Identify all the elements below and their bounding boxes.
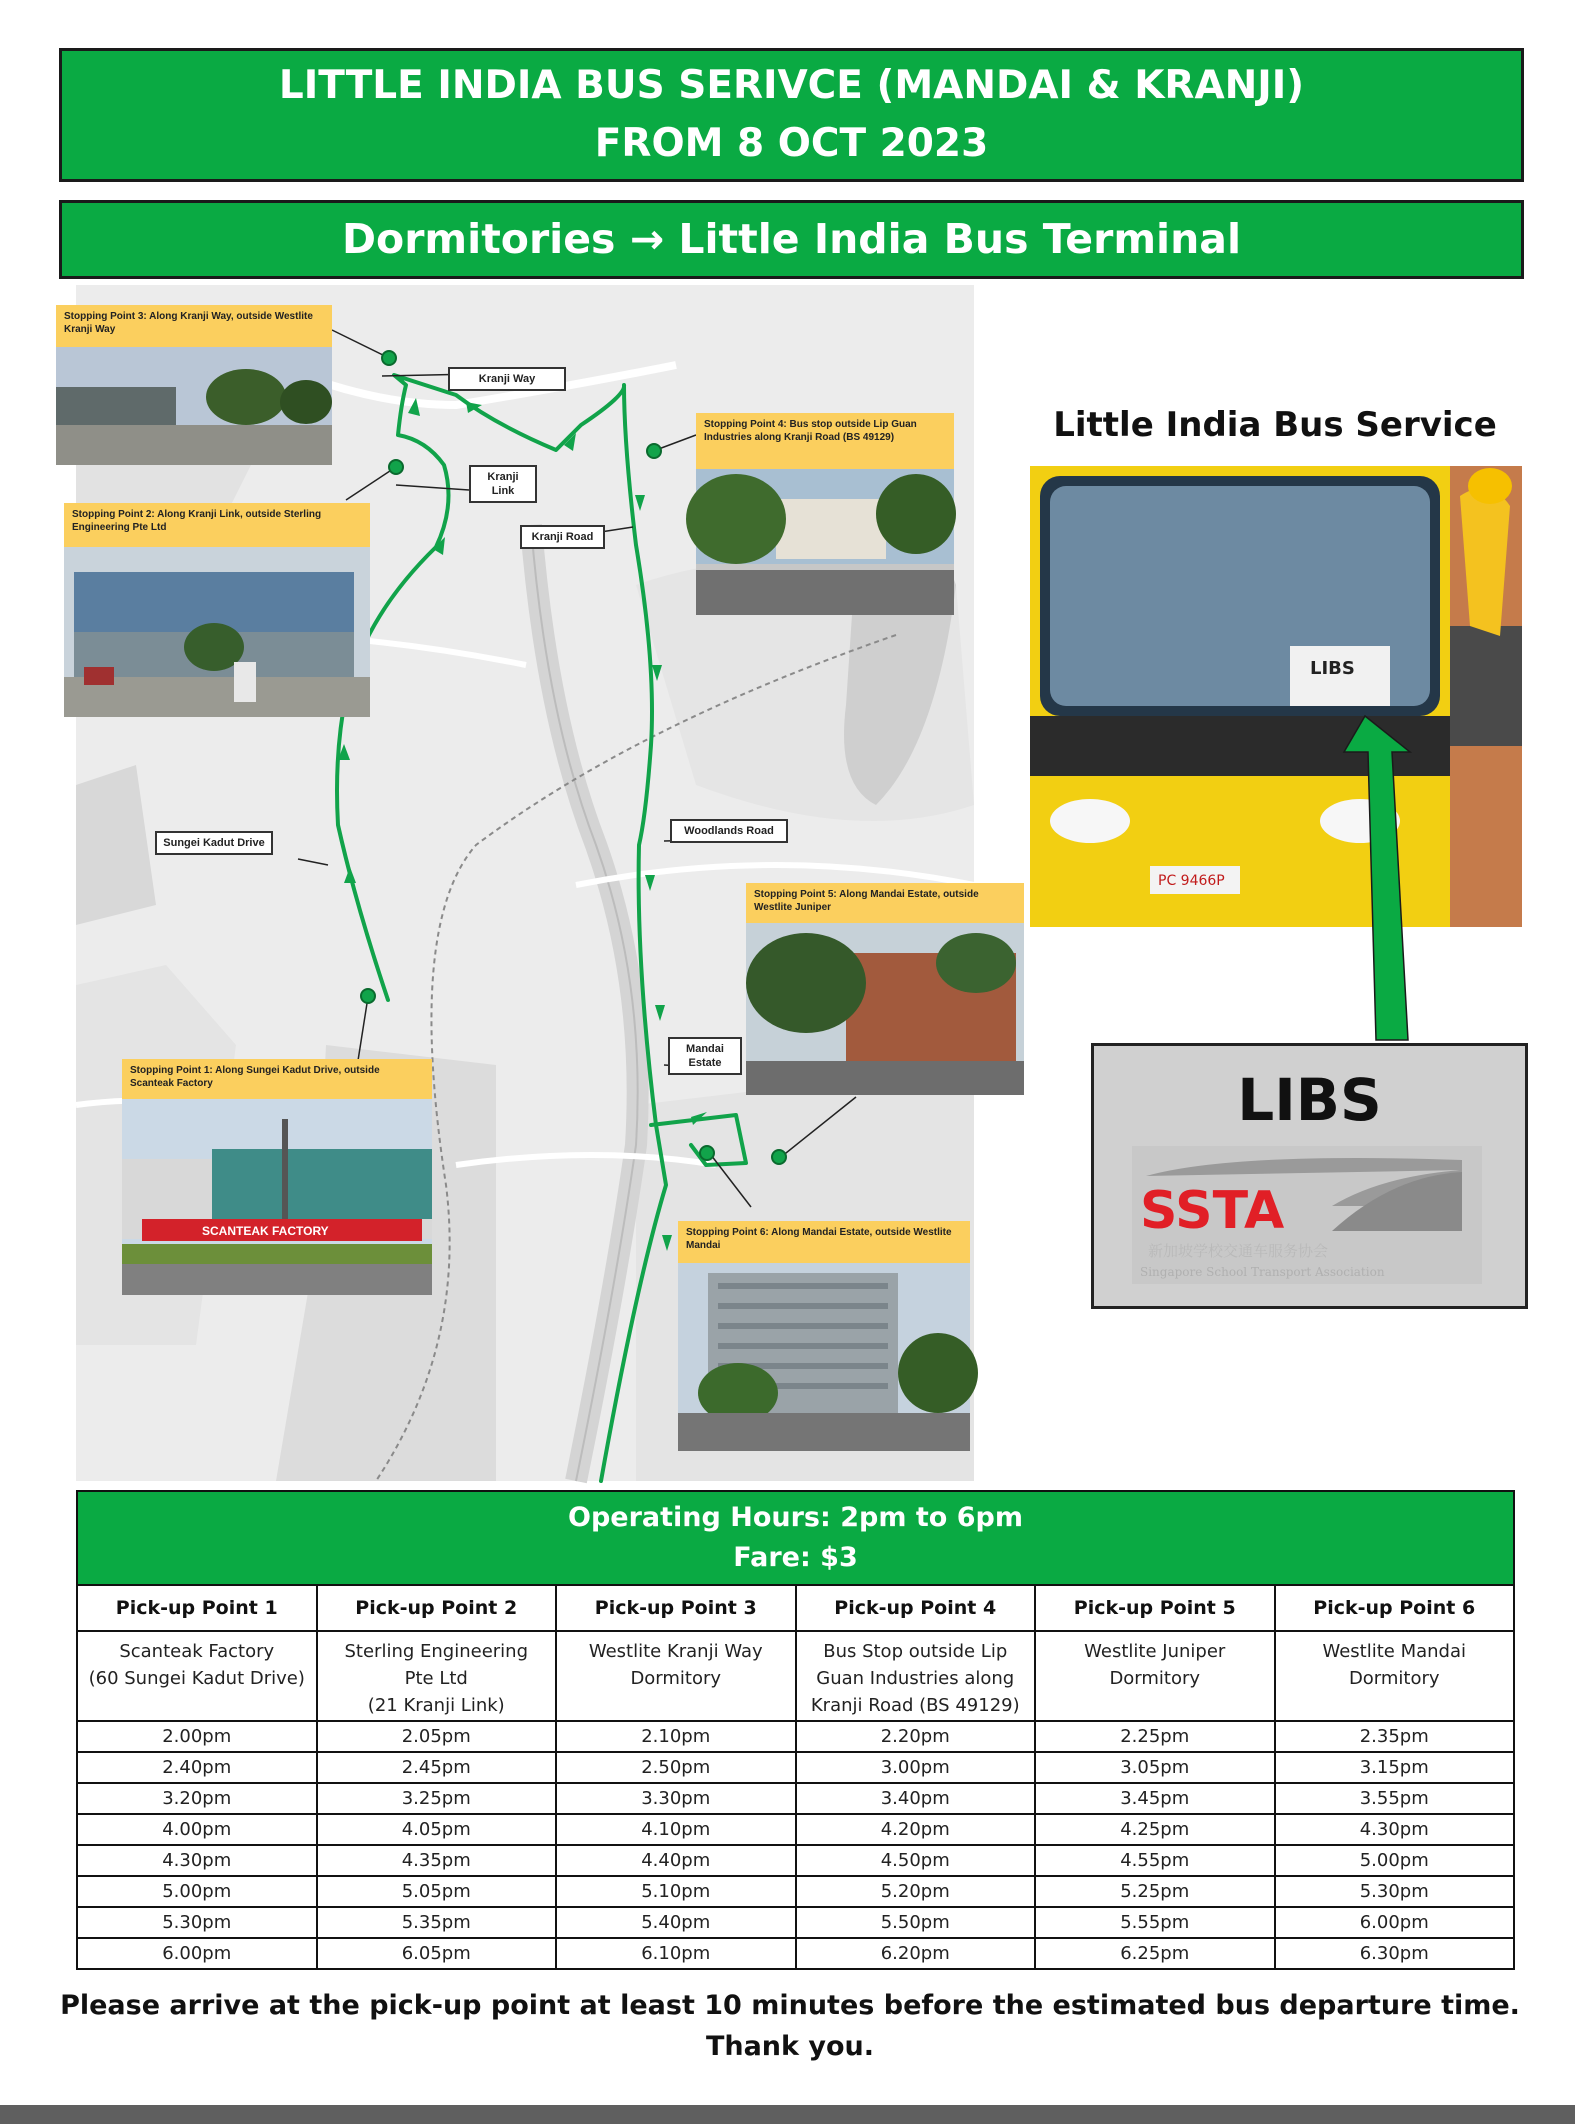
street-label-kranji-link: Kranji Link bbox=[469, 465, 537, 503]
stopping-point-4-callout bbox=[696, 413, 954, 615]
libs-logo-box bbox=[1091, 1043, 1528, 1309]
stopping-point-1-callout bbox=[122, 1059, 432, 1295]
departure-time-cell: 5.30pm bbox=[77, 1907, 317, 1938]
stopping-point-3-callout bbox=[56, 305, 332, 465]
stopping-point-3-caption: Stopping Point 3: Along Kranji Way, outside Westlite Kranji Way bbox=[56, 305, 332, 347]
stopping-point-4-photo bbox=[696, 469, 954, 615]
departure-time-cell: 5.05pm bbox=[317, 1876, 557, 1907]
column-header: Pick-up Point 5 bbox=[1035, 1585, 1275, 1631]
departure-time-cell: 3.25pm bbox=[317, 1783, 557, 1814]
ssta-logo-text: SSTA bbox=[1140, 1181, 1285, 1241]
departure-time-cell: 5.10pm bbox=[556, 1876, 796, 1907]
departure-time-cell: 5.30pm bbox=[1275, 1876, 1515, 1907]
location-row bbox=[77, 1631, 1514, 1721]
departure-time-cell: 2.25pm bbox=[1035, 1721, 1275, 1752]
title-banner bbox=[59, 48, 1524, 182]
stopping-point-6-photo bbox=[678, 1263, 970, 1451]
street-label-kranji-way: Kranji Way bbox=[448, 367, 566, 391]
stopping-point-1-photo bbox=[122, 1099, 432, 1295]
departure-time-cell: 4.30pm bbox=[1275, 1814, 1515, 1845]
departure-time-cell: 4.25pm bbox=[1035, 1814, 1275, 1845]
table-row bbox=[77, 1938, 1514, 1969]
table-row bbox=[77, 1814, 1514, 1845]
location-cell: Westlite Kranji Way Dormitory bbox=[556, 1631, 796, 1721]
street-label-kranji-road: Kranji Road bbox=[520, 525, 605, 549]
departure-time-cell: 5.25pm bbox=[1035, 1876, 1275, 1907]
departure-time-cell: 5.00pm bbox=[77, 1876, 317, 1907]
stopping-point-6-callout bbox=[678, 1221, 970, 1451]
departure-time-cell: 4.35pm bbox=[317, 1845, 557, 1876]
departure-time-cell: 3.40pm bbox=[796, 1783, 1036, 1814]
departure-time-cell: 2.00pm bbox=[77, 1721, 317, 1752]
libs-label: LIBS bbox=[1237, 1066, 1382, 1134]
departure-time-cell: 3.45pm bbox=[1035, 1783, 1275, 1814]
service-title: Little India Bus Service bbox=[1053, 405, 1497, 445]
stop-dot-6 bbox=[699, 1145, 715, 1161]
departure-time-cell: 2.40pm bbox=[77, 1752, 317, 1783]
stopping-point-2-photo bbox=[64, 547, 370, 717]
departure-time-cell: 5.20pm bbox=[796, 1876, 1036, 1907]
departure-time-cell: 4.50pm bbox=[796, 1845, 1036, 1876]
bus-plate-text: PC 9466P bbox=[1158, 873, 1225, 889]
route-map bbox=[64, 285, 979, 1481]
table-row bbox=[77, 1721, 1514, 1752]
departure-time-cell: 5.35pm bbox=[317, 1907, 557, 1938]
stopping-point-5-callout bbox=[746, 883, 1024, 1095]
departure-time-cell: 5.55pm bbox=[1035, 1907, 1275, 1938]
column-header: Pick-up Point 6 bbox=[1275, 1585, 1515, 1631]
street-label-sungei-kadut-drive: Sungei Kadut Drive bbox=[155, 831, 273, 855]
departure-time-cell: 6.20pm bbox=[796, 1938, 1036, 1969]
departure-time-cell: 4.00pm bbox=[77, 1814, 317, 1845]
departure-time-cell: 3.20pm bbox=[77, 1783, 317, 1814]
departure-time-cell: 6.25pm bbox=[1035, 1938, 1275, 1969]
ssta-full-name: Singapore School Transport Association bbox=[1140, 1265, 1385, 1279]
column-header: Pick-up Point 4 bbox=[796, 1585, 1036, 1631]
column-header: Pick-up Point 2 bbox=[317, 1585, 557, 1631]
stopping-point-2-callout bbox=[64, 503, 370, 717]
departure-time-cell: 2.35pm bbox=[1275, 1721, 1515, 1752]
departure-time-cell: 2.10pm bbox=[556, 1721, 796, 1752]
stop-dot-1 bbox=[360, 988, 376, 1004]
street-label-mandai-estate: Mandai Estate bbox=[668, 1037, 742, 1075]
stopping-point-5-photo bbox=[746, 923, 1024, 1095]
departure-time-cell: 5.40pm bbox=[556, 1907, 796, 1938]
stopping-point-1-caption: Stopping Point 1: Along Sungei Kadut Drive, outside Scanteak Factory bbox=[122, 1059, 432, 1099]
departure-time-cell: 4.30pm bbox=[77, 1845, 317, 1876]
departure-time-cell: 2.45pm bbox=[317, 1752, 557, 1783]
departure-time-cell: 3.00pm bbox=[796, 1752, 1036, 1783]
departure-time-cell: 4.40pm bbox=[556, 1845, 796, 1876]
departure-time-cell: 4.20pm bbox=[796, 1814, 1036, 1845]
location-cell: Sterling Engineering Pte Ltd (21 Kranji Link) bbox=[317, 1631, 557, 1721]
departure-time-cell: 4.55pm bbox=[1035, 1845, 1275, 1876]
scanteak-sign-text: SCANTEAK FACTORY bbox=[202, 1224, 329, 1238]
location-cell: Westlite Mandai Dormitory bbox=[1275, 1631, 1515, 1721]
operating-hours: Operating Hours: 2pm to 6pm bbox=[568, 1502, 1023, 1533]
departure-time-cell: 6.10pm bbox=[556, 1938, 796, 1969]
column-header: Pick-up Point 3 bbox=[556, 1585, 796, 1631]
departure-time-cell: 6.30pm bbox=[1275, 1938, 1515, 1969]
departure-time-cell: 5.50pm bbox=[796, 1907, 1036, 1938]
stopping-point-6-caption: Stopping Point 6: Along Mandai Estate, outside Westlite Mandai bbox=[678, 1221, 970, 1263]
stop-dot-3 bbox=[381, 350, 397, 366]
departure-time-cell: 3.15pm bbox=[1275, 1752, 1515, 1783]
departure-time-cell: 2.50pm bbox=[556, 1752, 796, 1783]
table-row bbox=[77, 1845, 1514, 1876]
stopping-point-5-caption: Stopping Point 5: Along Mandai Estate, outside Westlite Juniper bbox=[746, 883, 1024, 923]
location-cell: Scanteak Factory (60 Sungei Kadut Drive) bbox=[77, 1631, 317, 1721]
fare: Fare: $3 bbox=[733, 1542, 858, 1573]
departure-time-cell: 3.30pm bbox=[556, 1783, 796, 1814]
street-label-woodlands-road: Woodlands Road bbox=[670, 819, 788, 843]
table-row bbox=[77, 1907, 1514, 1938]
stop-dot-4 bbox=[646, 443, 662, 459]
departure-time-cell: 3.05pm bbox=[1035, 1752, 1275, 1783]
footer-instruction: Please arrive at the pick-up point at least 10 minutes before the estimated bus departure time. bbox=[60, 1990, 1520, 2021]
direction-banner bbox=[59, 200, 1524, 279]
footer-thanks: Thank you. bbox=[705, 2031, 875, 2062]
location-cell: Bus Stop outside Lip Guan Industries along Kranji Road (BS 49129) bbox=[796, 1631, 1036, 1721]
ssta-logo bbox=[1132, 1146, 1482, 1284]
title-line-2: FROM 8 OCT 2023 bbox=[594, 121, 989, 166]
departure-time-cell: 2.20pm bbox=[796, 1721, 1036, 1752]
direction-label: Dormitories → Little India Bus Terminal bbox=[342, 215, 1241, 263]
footer-note bbox=[40, 1985, 1540, 2067]
departure-time-cell: 4.05pm bbox=[317, 1814, 557, 1845]
departure-time-cell: 3.55pm bbox=[1275, 1783, 1515, 1814]
departure-time-cell: 6.00pm bbox=[77, 1938, 317, 1969]
stopping-point-4-caption: Stopping Point 4: Bus stop outside Lip Guan Industries along Kranji Road (BS 49129) bbox=[696, 413, 954, 469]
stop-dot-5 bbox=[771, 1149, 787, 1165]
departure-time-cell: 5.00pm bbox=[1275, 1845, 1515, 1876]
table-row bbox=[77, 1876, 1514, 1907]
departure-time-cell: 6.00pm bbox=[1275, 1907, 1515, 1938]
table-row bbox=[77, 1783, 1514, 1814]
table-row bbox=[77, 1752, 1514, 1783]
column-header-row bbox=[77, 1585, 1514, 1631]
departure-times bbox=[77, 1721, 1514, 1969]
title-line-1: LITTLE INDIA BUS SERIVCE (MANDAI & KRANJI) bbox=[278, 63, 1305, 108]
timetable bbox=[76, 1490, 1515, 1970]
ssta-chinese-text: 新加坡学校交通车服务协会 bbox=[1148, 1242, 1329, 1260]
location-cell: Westlite Juniper Dormitory bbox=[1035, 1631, 1275, 1721]
column-header: Pick-up Point 1 bbox=[77, 1585, 317, 1631]
departure-time-cell: 6.05pm bbox=[317, 1938, 557, 1969]
stopping-point-2-caption: Stopping Point 2: Along Kranji Link, outside Sterling Engineering Pte Ltd bbox=[64, 503, 370, 547]
departure-time-cell: 4.10pm bbox=[556, 1814, 796, 1845]
bus-sign-text: LIBS bbox=[1310, 658, 1355, 679]
stopping-point-3-photo bbox=[56, 347, 332, 465]
pointer-arrow-icon bbox=[1330, 710, 1450, 1050]
stop-dot-2 bbox=[388, 459, 404, 475]
departure-time-cell: 2.05pm bbox=[317, 1721, 557, 1752]
timetable-header bbox=[77, 1491, 1514, 1585]
